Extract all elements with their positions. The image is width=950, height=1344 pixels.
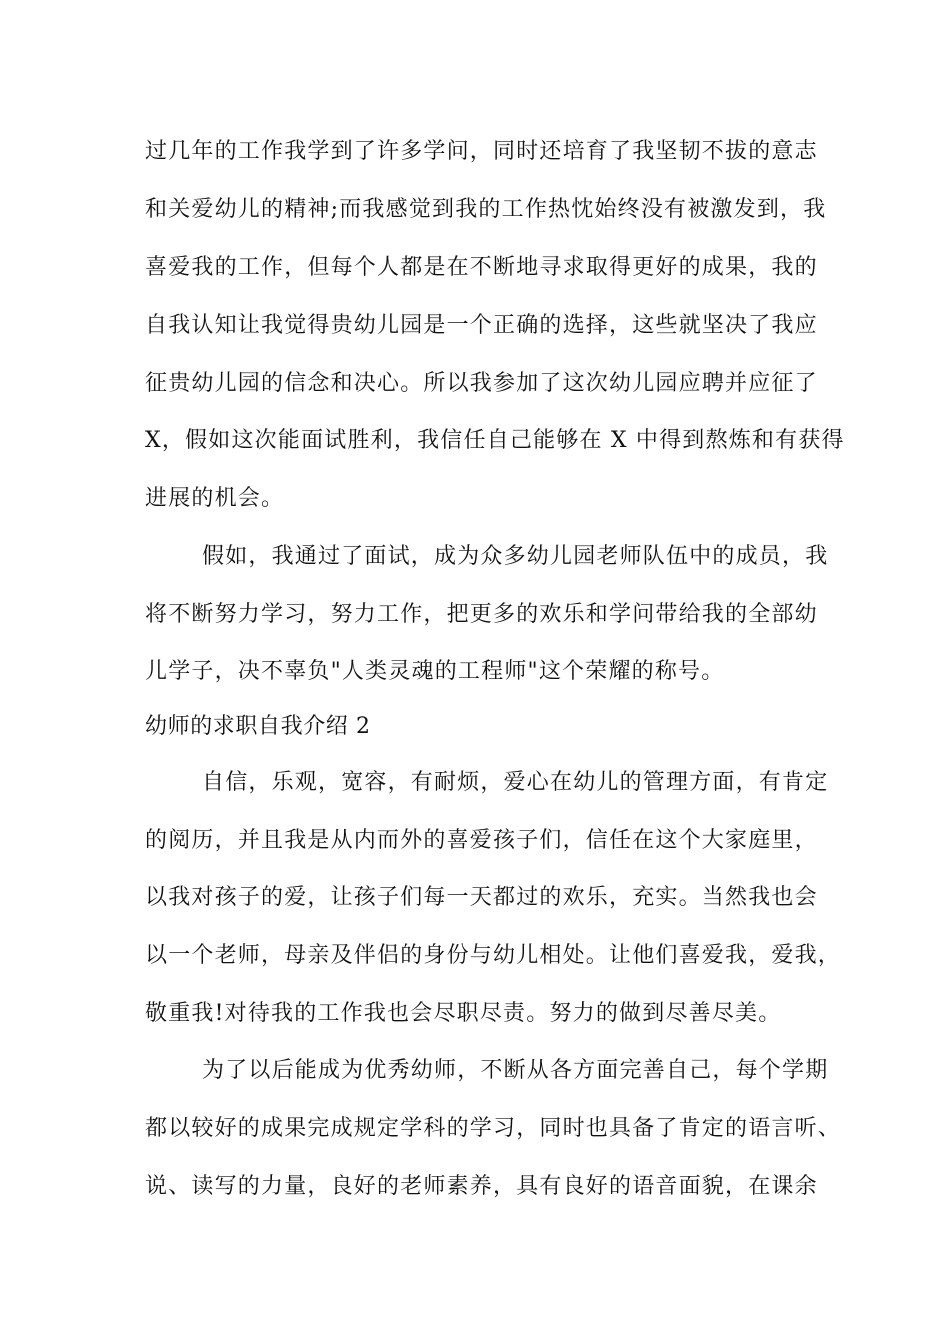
text-line: 进展的机会。 xyxy=(145,486,285,511)
text-line: 将不断努力学习，努力工作，把更多的欢乐和学问带给我的全部幼 xyxy=(145,602,818,627)
text-line: 以一个老师，母亲及伴侣的身份与幼儿相处。让他们喜爱我，爱我， xyxy=(145,943,842,968)
text-line: 自我认知让我觉得贵幼儿园是一个正确的选择，这些就坚决了我应 xyxy=(145,313,818,338)
text-line: 过几年的工作我学到了许多学问，同时还培育了我坚韧不拔的意志 xyxy=(145,139,818,164)
text-line: X，假如这次能面试胜利，我信任自己能够在 X 中得到熬炼和有获得 xyxy=(145,428,845,453)
section-heading: 幼师的求职自我介绍 2 xyxy=(145,714,371,739)
text-line: 敬重我!对待我的工作我也会尽职尽责。努力的做到尽善尽美。 xyxy=(145,1001,782,1026)
text-line: 的阅历，并且我是从内而外的喜爱孩子们，信任在这个大家庭里， xyxy=(145,828,818,853)
text-line: 假如，我通过了面试，成为众多幼儿园老师队伍中的成员，我 xyxy=(202,544,829,569)
text-line: 自信，乐观，宽容，有耐烦，爱心在幼儿的管理方面，有肯定 xyxy=(202,770,829,795)
text-line: 为了以后能成为优秀幼师，不断从各方面完善自己，每个学期 xyxy=(202,1058,829,1083)
text-line: 征贵幼儿园的信念和决心。所以我参加了这次幼儿园应聘并应征了 xyxy=(145,371,818,396)
text-line: 以我对孩子的爱，让孩子们每一天都过的欢乐，充实。当然我也会 xyxy=(145,885,818,910)
text-line: 说、读写的力量，良好的老师素养，具有良好的语音面貌，在课余 xyxy=(145,1174,818,1199)
text-line: 喜爱我的工作，但每个人都是在不断地寻求取得更好的成果，我的 xyxy=(145,255,818,280)
text-line: 儿学子，决不辜负"人类灵魂的工程师"这个荣耀的称号。 xyxy=(145,659,725,684)
text-line: 都以较好的成果完成规定学科的学习，同时也具备了肯定的语言听、 xyxy=(145,1116,842,1141)
text-line: 和关爱幼儿的精神;而我感觉到我的工作热忱始终没有被激发到，我 xyxy=(145,197,827,222)
